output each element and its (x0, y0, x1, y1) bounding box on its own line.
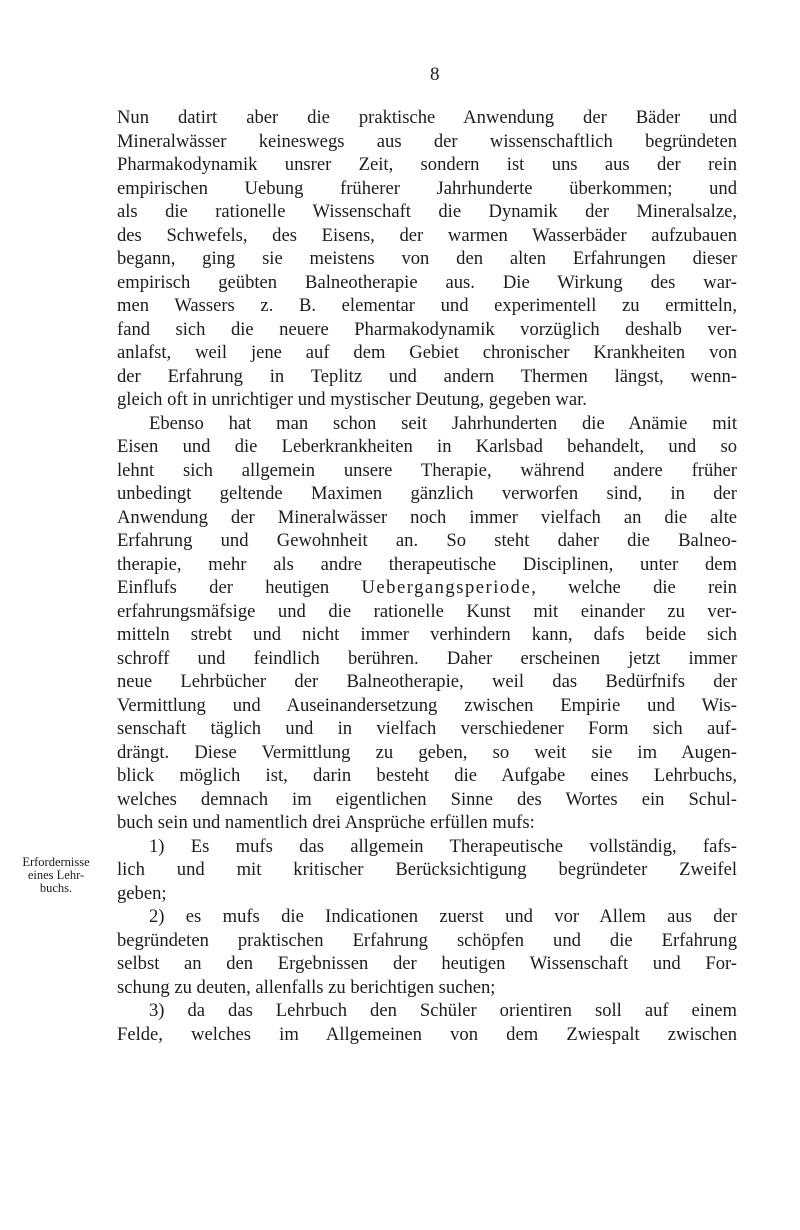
text-line: geben; (117, 882, 167, 904)
text-line: gleich oft in unrichtiger und mystischer Deutung, gegeben war. (117, 389, 587, 410)
margin-note-line: eines Lehr- (27, 868, 85, 882)
text-line: Anwendung der Mineralwässer noch immer vielfach an die alte (117, 506, 737, 528)
text-line: empirisch geübten Balneotherapie aus. Die Wirkung des war- (117, 271, 737, 293)
text-line: 1) Es mufs das allgemein Therapeutische vollständig, fafs- (149, 835, 737, 857)
text-line: erfahrungsmäfsige und die rationelle Kunst mit einander zu ver- (117, 600, 737, 622)
text-line: Pharmakodynamik unsrer Zeit, sondern ist uns aus der rein (117, 154, 737, 175)
text-line: Ebenso hat man schon seit Jahrhunderten die Anämie mit (149, 412, 737, 434)
text-line: als die rationelle Wissenschaft die Dynamik der Mineralsalze, (117, 201, 737, 222)
text-line: begann, ging sie meistens von den alten Erfahrungen dieser (117, 248, 737, 269)
text-line: Vermittlung und Auseinandersetzung zwischen Empirie und Wis- (117, 694, 737, 716)
text-line: drängt. Diese Vermittlung zu geben, so weit sie im Augen- (117, 741, 737, 763)
text-fragment: Einflufs der heutigen (117, 577, 362, 598)
text-line: blick möglich ist, darin besteht die Aufgabe eines Lehrbuchs, (117, 765, 737, 786)
text-line: unbedingt geltende Maximen gänzlich verworfen sind, in der (117, 483, 737, 504)
page-number: 8 (430, 64, 440, 85)
text-line: lich und mit kritischer Berücksichtigung begründeter Zweifel (117, 859, 737, 880)
text-line: neue Lehrbücher der Balneotherapie, weil das Bedürfnifs der (117, 671, 737, 692)
text-line: Mineralwässer keineswegs aus der wissenschaftlich begründeten (117, 130, 737, 152)
text-line: des Schwefels, des Eisens, der warmen Wasserbäder aufzubauen (117, 224, 737, 246)
text-line: lehnt sich allgemein unsere Therapie, während andere früher (117, 459, 737, 481)
text-line: men Wassers z. B. elementar und experimentell zu ermitteln, (117, 295, 737, 316)
text-line: 2) es mufs die Indicationen zuerst und vor Allem aus der (149, 906, 737, 927)
text-line: fand sich die neuere Pharmakodynamik vorzüglich deshalb ver- (117, 318, 737, 340)
text-line: schung zu deuten, allenfalls zu berichtigen suchen; (117, 976, 496, 998)
text-line: senschaft täglich und in vielfach verschiedener Form sich auf- (117, 718, 737, 739)
text-line: schroff und feindlich berühren. Daher erscheinen jetzt immer (117, 647, 737, 669)
text-fragment: , welche die rein (531, 577, 737, 598)
text-line: selbst an den Ergebnissen der heutigen Wissenschaft und For- (117, 953, 737, 974)
margin-note-line: Erfordernisse (22, 855, 90, 869)
text-line: empirischen Uebung früherer Jahrhunderte überkommen; und (117, 177, 737, 199)
text-line: der Erfahrung in Teplitz und andern Thermen längst, wenn- (117, 365, 737, 387)
text-line: Felde, welches im Allgemeinen von dem Zwiespalt zwischen (117, 1023, 737, 1045)
text-line: 3) da das Lehrbuch den Schüler orientiren soll auf einem (149, 1000, 737, 1021)
text-line: welches demnach im eigentlichen Sinne des Wortes ein Schul- (117, 788, 737, 810)
text-line: therapie, mehr als andre therapeutische Disciplinen, unter dem (117, 553, 737, 575)
text-line: Nun datirt aber die praktische Anwendung der Bäder und (117, 107, 737, 128)
text-line (117, 576, 737, 600)
body-text (117, 106, 737, 1046)
margin-note (6, 856, 106, 895)
text-line: anlafst, weil jene auf dem Gebiet chronischer Krankheiten von (117, 342, 737, 363)
text-line: buch sein und namentlich drei Ansprüche erfüllen mufs: (117, 812, 535, 833)
margin-note-line: buchs. (39, 881, 73, 895)
text-line: begründeten praktischen Erfahrung schöpfen und die Erfahrung (117, 929, 737, 951)
text-line: Eisen und die Leberkrankheiten in Karlsbad behandelt, und so (117, 436, 737, 457)
text-line: mitteln strebt und nicht immer verhindern kann, dafs beide sich (117, 624, 737, 645)
text-line: Erfahrung und Gewohnheit an. So steht daher die Balneo- (117, 530, 737, 551)
spaced-term: Uebergangsperiode (361, 577, 532, 598)
